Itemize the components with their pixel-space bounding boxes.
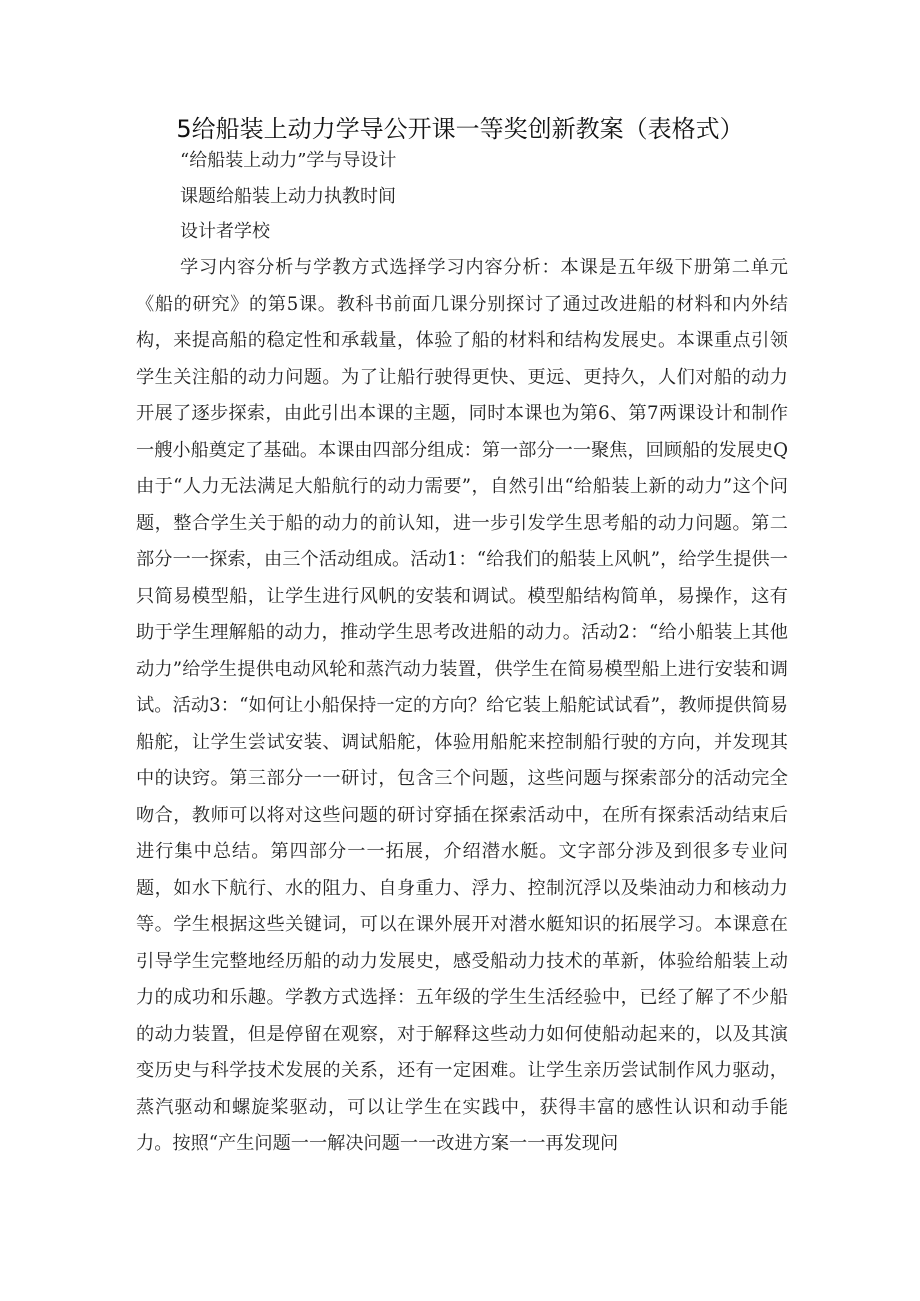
designer-line: 设计者学校 [180,221,270,242]
document-title: 5给船装上动力学导公开课一等奖创新教案（表格式） [176,115,744,143]
body-paragraph: 学习内容分析与学教方式选择学习内容分析：本课是五年级下册第二单元《船的研究》的第5课。教科书前面几课分别探讨了通过改进船的材料和内外结构，来提高船的稳定性和承载量，体验了船的材料和结构发展史。本课重点引领学生关注船的动力问题。为了让船行驶得更快、更远、更持久，人们对船的动力开展了逐步探索，由此引出本课的主题，同时本课也为第6、第7两课设计和制作一艘小船奠定了基础。本课由四部分组成：第一部分一一聚焦，回顾船的发展史Q由于“人力无法满足大船航行的动力需要”，自然引出“给船装上新的动力”这个问题，整合学生关于船的动力的前认知，进一步引发学生思考船的动力问题。第二部分一一探索，由三个活动组成。活动1：“给我们的船装上风帆”，给学生提供一只简易模型船，让学生进行风帆的安装和调试。模型船结构简单，易操作，这有助于学生理解船的动力，推动学生思考改进船的动力。活动2：“给小船装上其他动力”给学生提供电动风轮和蒸汽动力装置，供学生在简易模型船上进行安装和调试。活动3：“如何让小船保持一定的方向？给它装上船舵试试看”，教师提供简易船舵，让学生尝试安装、调试船舵，体验用船舵来控制船行驶的方向，并发现其中的诀窍。第三部分一一研讨，包含三个问题，这些问题与探索部分的活动完全吻合，教师可以将对这些问题的研讨穿插在探索活动中，在所有探索活动结束后进行集中总结。第四部分一一拓展，介绍潜水艇。文字部分涉及到很多专业问题，如水下航行、水的阻力、自身重力、浮力、控制沉浮以及柴油动力和核动力等。学生根据这些关键词，可以在课外展开对潜水艇知识的拓展学习。本课意在引导学生完整地经历船的动力发展史，感受船动力技术的革新，体验给船装上动力的成功和乐趣。学教方式选择：五年级的学生生活经验中，已经了解了不少船的动力装置，但是停留在观察，对于解释这些动力如何使船动起来的，以及其演变历史与科学技术发展的关系，还有一定困难。让学生亲历尝试制作风力驱动，蒸汽驱动和螺旋桨驱动，可以让学生在实践中，获得丰富的感性认识和动手能力。按照“产生问题一一解决问题一一改进方案一一再发现问 [136,257,788,1154]
document-subtitle: “给船装上动力”学与导设计 [180,150,397,171]
topic-line: 课题给船装上动力执教时间 [180,186,396,207]
